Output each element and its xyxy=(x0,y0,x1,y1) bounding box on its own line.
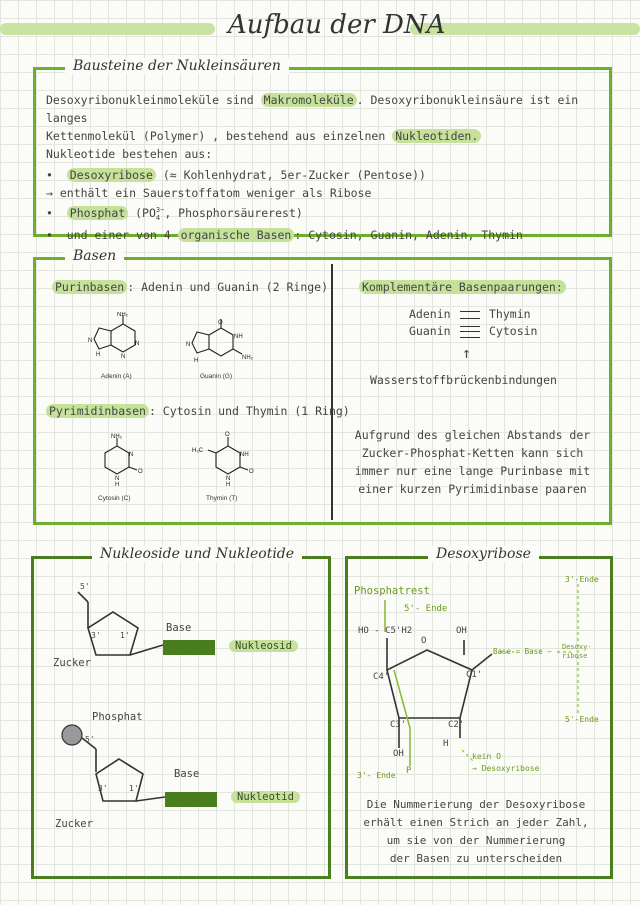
nukleoside-title: Nukleoside und Nukleotide xyxy=(92,546,302,562)
adenin-structure xyxy=(88,312,153,367)
basen-paragraph: Aufgrund des gleichen Abstands der Zucker-Phosphat-Ketten kann sich immer nur eine lange Purinbase mit einer kurzen Pyrimidinbase paaren xyxy=(354,428,591,496)
bullet-basen: • und einer von 4 organische Basen : Cytosin, Guanin, Adenin, Thymin xyxy=(46,228,523,242)
phosphat-label: Phosphat xyxy=(92,711,143,723)
up-arrow-icon: ↑ xyxy=(462,344,472,362)
svg-text:N: N xyxy=(135,341,140,347)
guanin-caption: Guanin (G) xyxy=(200,373,233,380)
ring-oxygen-label: O xyxy=(421,636,427,646)
svg-text:NH₂: NH₂ xyxy=(242,355,253,361)
svg-text:N: N xyxy=(226,476,231,482)
bausteine-line-3: Nukleotide bestehen aus: xyxy=(46,147,213,161)
nukleosid-zucker-label: Zucker xyxy=(53,657,91,669)
nukleosid-badge: Nukleosid xyxy=(229,640,298,652)
bausteine-text xyxy=(46,91,606,244)
nukleosid-c5: 5' xyxy=(80,582,90,591)
ende3-left-label: 3'- Ende xyxy=(357,771,396,780)
komplementaer-heading: Komplementäre Basenpaarungen: xyxy=(359,278,566,296)
pair-adenin-thymin: Adenin Thymin xyxy=(409,307,531,321)
base-eq-label: Base = Base – xyxy=(493,647,552,656)
nukleosid-base-label: Base xyxy=(166,622,192,634)
pair-guanin-cytosin: Guanin Cytosin xyxy=(409,324,538,338)
ende3-right-label: 3'-Ende xyxy=(565,575,599,584)
svg-text:N: N xyxy=(129,452,134,458)
nukleotid-badge: Nukleotid xyxy=(231,791,300,803)
bausteine-line-1: Desoxyribonukleinmoleküle sind Makromoleküle . Desoxyribonukleinsäure ist ein langes xyxy=(46,93,579,125)
svg-text:N: N xyxy=(88,338,93,344)
nukleotid-base-label: Base xyxy=(174,768,200,780)
svg-text:H: H xyxy=(226,482,231,488)
nukleotid-c3: 3' xyxy=(98,784,108,793)
purinbasen-line: Purinbasen : Adenin und Guanin (2 Ringe) xyxy=(52,278,328,296)
bausteine-line-2: Kettenmolekül (Polymer) , bestehend aus einzelnen Nukleotiden. xyxy=(46,127,606,145)
nukleotid-zucker-label: Zucker xyxy=(55,818,93,830)
desoxyribose-paragraph: Die Nummerierung der Desoxyribose erhält einen Strich an jeder Zahl, um sie von der Nummerierung der Basen zu unterscheiden xyxy=(363,798,589,865)
nukleosid-c3: 3' xyxy=(91,631,101,640)
svg-text:O: O xyxy=(249,469,254,475)
c3-label: C3' xyxy=(390,720,407,730)
desoxyribose-title: Desoxyribose xyxy=(428,546,539,562)
nukleotid-c5: 5' xyxy=(85,735,95,744)
header-bar-left xyxy=(0,23,215,35)
nukleotid-c1: 1' xyxy=(129,784,139,793)
desoxy-ribose-side-label: Desoxy- ribose xyxy=(562,643,592,660)
cytosin-structure xyxy=(92,430,152,490)
svg-text:H₃C: H₃C xyxy=(192,448,204,454)
ende5-top-label: 5'- Ende xyxy=(404,604,448,614)
phosphatrest-label: Phosphatrest xyxy=(354,585,430,597)
triple-bond-icon xyxy=(460,326,480,338)
nukleosid-c1: 1' xyxy=(120,631,130,640)
svg-text:H: H xyxy=(115,482,120,488)
svg-text:H: H xyxy=(194,358,199,364)
h-label: H xyxy=(443,739,449,749)
svg-text:N: N xyxy=(121,354,126,360)
oh-bottom-label: OH xyxy=(393,749,404,759)
svg-text:NH₂: NH₂ xyxy=(111,434,122,440)
oh-top-label: OH xyxy=(456,626,467,636)
bullet-phosphat: • Phosphat (PO 3− 4 , Phosphorsäurerest) xyxy=(46,205,303,222)
bausteine-title: Bausteine der Nukleinsäuren xyxy=(65,58,289,74)
svg-text:N: N xyxy=(115,476,120,482)
thymin-caption: Thymin (T) xyxy=(206,495,238,502)
desoxyribose-arrow-label: → Desoxyribose xyxy=(472,764,540,773)
ende5-right-label: 5'-Ende xyxy=(565,715,599,724)
bullet-desoxyribose-sub: → enthält ein Sauerstoffatom weniger als Ribose xyxy=(46,186,372,200)
svg-text:NH: NH xyxy=(234,334,243,340)
basen-divider xyxy=(331,264,333,520)
cytosin-caption: Cytosin (C) xyxy=(98,495,131,502)
page-title: Aufbau der DNA xyxy=(228,10,446,40)
p-label: P xyxy=(406,766,412,776)
nukleotiden-highlight: Nukleotiden. xyxy=(392,129,481,143)
pyrimidinbasen-line: Pyrimidinbasen : Cytosin und Thymin (1 Ring) xyxy=(46,402,350,420)
svg-text:O: O xyxy=(225,432,230,438)
c2-label: C2' xyxy=(448,720,465,730)
c1-label: C1' xyxy=(466,670,483,680)
makromolekuele-highlight: Makromoleküle xyxy=(261,93,357,107)
ho-ch2-label: HO - C5'H2 xyxy=(358,626,413,636)
svg-text:NH: NH xyxy=(240,452,249,458)
svg-text:NH₂: NH₂ xyxy=(117,312,128,318)
svg-text:N: N xyxy=(186,342,191,348)
svg-text:H: H xyxy=(96,352,101,358)
guanin-structure xyxy=(184,318,259,368)
adenin-caption: Adenin (A) xyxy=(101,373,132,380)
c4-label: C4' xyxy=(373,672,390,682)
basen-title: Basen xyxy=(65,248,124,264)
svg-text:O: O xyxy=(138,469,143,475)
bullet-desoxyribose: • Desoxyribose (≈ Kohlenhydrat, 5er-Zucker (Pentose)) xyxy=(46,168,426,182)
kein-o-label: kein O xyxy=(472,752,501,761)
svg-text:O: O xyxy=(218,320,223,326)
double-bond-icon xyxy=(460,311,480,319)
thymin-structure xyxy=(190,430,260,490)
wasserstoff-label: Wasserstoffbrückenbindungen xyxy=(370,373,557,387)
